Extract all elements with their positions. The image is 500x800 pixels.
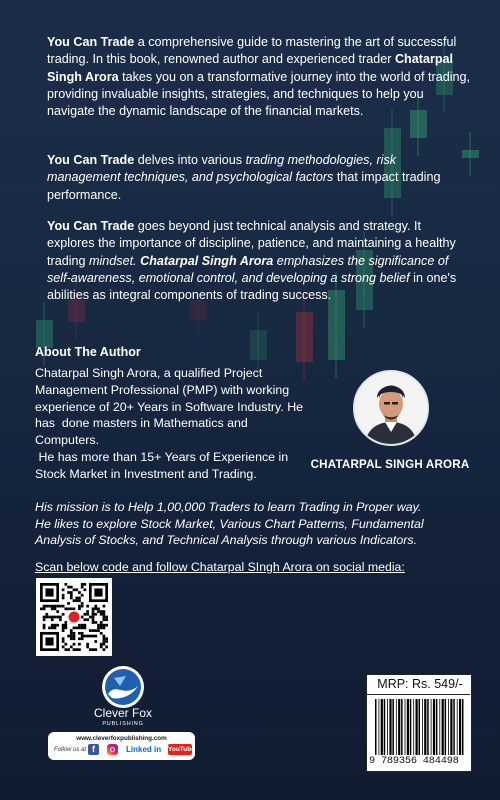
qr-module (48, 605, 51, 608)
barcode-bar (384, 699, 386, 755)
qr-module (70, 646, 73, 649)
mission-line: He likes to explore Stock Market, Various Chart Patterns, Fundamental (35, 516, 424, 531)
qr-module (73, 632, 76, 635)
qr-module (94, 640, 97, 643)
qr-module (45, 613, 48, 616)
qr-module (54, 616, 57, 619)
qr-module (105, 637, 108, 640)
qr-code[interactable] (36, 578, 112, 656)
divider (367, 694, 470, 695)
qr-module (59, 616, 62, 619)
barcode-bar (381, 699, 383, 755)
qr-module (75, 627, 78, 630)
barcode-bar (413, 699, 414, 755)
qr-module (78, 624, 81, 627)
qr-module (43, 618, 46, 621)
qr-module (84, 583, 87, 586)
qr-module (92, 616, 95, 619)
qr-module (97, 627, 100, 630)
qr-module (86, 646, 89, 649)
qr-module (81, 602, 84, 605)
scan-instruction[interactable]: Scan below code and follow Chatarpal SIngh Arora on social media: (35, 560, 405, 574)
qr-module (105, 624, 108, 627)
qr-module (78, 632, 81, 635)
isbn-number: 9 789356 484498 (369, 755, 459, 767)
qr-module (62, 613, 65, 616)
book-title: You Can Trade (47, 153, 135, 167)
qr-module (92, 618, 95, 621)
qr-module (62, 624, 65, 627)
qr-module (103, 618, 106, 621)
qr-module (70, 635, 73, 638)
qr-module (97, 607, 100, 610)
qr-module (100, 621, 103, 624)
qr-module (81, 583, 84, 586)
author-name-bold: Chatarpal Singh Arora (140, 253, 274, 268)
qr-module (56, 610, 59, 613)
barcode-bar (405, 699, 406, 755)
qr-module (97, 629, 100, 632)
publisher-url[interactable]: www.cleverfoxpublishing.com (76, 735, 167, 742)
author-name-caption: CHATARPAL SINGH ARORA (310, 458, 470, 471)
barcode-bar (433, 699, 435, 755)
qr-module (64, 621, 67, 624)
qr-module (78, 605, 81, 608)
qr-module (94, 635, 97, 638)
qr-module (43, 616, 46, 619)
qr-module (94, 621, 97, 624)
qr-module (59, 618, 62, 621)
qr-module (103, 635, 106, 638)
qr-module (100, 624, 103, 627)
qr-module (73, 599, 76, 602)
qr-module (84, 618, 87, 621)
qr-module (75, 599, 78, 602)
qr-module (103, 627, 106, 630)
bio-line: Stock Market in Investment and Trading. (35, 466, 257, 481)
qr-module (94, 605, 97, 608)
qr-module (97, 624, 100, 627)
qr-module (70, 637, 73, 640)
barcode-bar (422, 699, 423, 755)
qr-module (103, 624, 106, 627)
qr-module (70, 629, 73, 632)
youtube-icon[interactable]: YouTube (168, 746, 195, 753)
qr-module (43, 627, 46, 630)
qr-module (51, 624, 54, 627)
qr-module (81, 594, 84, 597)
qr-module (86, 610, 89, 613)
qr-module (86, 618, 89, 621)
blurb-paragraph-1: You Can Trade a comprehensive guide to mastering the art of successful trading. In this book, renowned author and experienced trader Chatarpal Singh Arora takes you on a transformative journey into the world of trading, providing invaluable insights, strategies, and techniques to help you navigate the dynamic landscape of the financial markets. (47, 35, 471, 119)
qr-module (84, 635, 87, 638)
qr-module (100, 613, 103, 616)
linkedin-icon[interactable]: Linked in (126, 745, 162, 754)
qr-module (75, 648, 78, 651)
qr-module (81, 635, 84, 638)
about-author-heading: About The Author (35, 345, 141, 359)
qr-module (84, 613, 87, 616)
qr-module (64, 643, 67, 646)
author-photo (353, 370, 429, 446)
qr-module (78, 643, 81, 646)
book-title: You Can Trade (47, 35, 135, 49)
qr-module (67, 591, 70, 594)
qr-module (105, 640, 108, 643)
qr-module (103, 613, 106, 616)
qr-module (84, 588, 87, 591)
qr-module (73, 635, 76, 638)
qr-module (56, 624, 59, 627)
qr-module (105, 616, 108, 619)
qr-module (67, 586, 70, 589)
qr-module (92, 629, 95, 632)
qr-module (78, 637, 81, 640)
qr-module (103, 616, 106, 619)
barcode-bar (375, 699, 377, 755)
qr-module (62, 629, 65, 632)
qr-module (75, 588, 78, 591)
mission-statement (35, 499, 475, 549)
author-photo-icon (355, 372, 427, 444)
qr-module (62, 594, 65, 597)
qr-module (70, 632, 73, 635)
qr-module (86, 643, 89, 646)
qr-module (51, 616, 54, 619)
barcode-bar (410, 699, 412, 755)
qr-module (51, 627, 54, 630)
barcode-bar (453, 699, 455, 755)
qr-module (84, 627, 87, 630)
qr-module (105, 646, 108, 649)
qr-module (81, 632, 84, 635)
qr-module (81, 605, 84, 608)
qr-module (70, 586, 73, 589)
qr-module (62, 646, 65, 649)
qr-module (62, 627, 65, 630)
qr-center-logo (69, 612, 80, 623)
bio-line: experience of 20+ Years in Software Industry. He (35, 399, 304, 414)
qr-module (70, 594, 73, 597)
qr-module (81, 637, 84, 640)
qr-code-icon (40, 582, 108, 652)
barcode-bar (401, 699, 403, 755)
qr-module (64, 607, 67, 610)
mrp-price: MRP: Rs. 549/- (377, 677, 463, 691)
qr-module (59, 605, 62, 608)
qr-module (70, 591, 73, 594)
mission-line: Analysis of Stocks, and Technical Analysis through various Indicators. (35, 533, 418, 548)
qr-module (56, 605, 59, 608)
qr-module (78, 648, 81, 651)
barcode-bar (431, 699, 432, 755)
qr-module (92, 613, 95, 616)
qr-module (97, 610, 100, 613)
qr-module (92, 607, 95, 610)
qr-module (70, 607, 73, 610)
qr-module (89, 629, 92, 632)
mission-line: His mission is to Help 1,00,000 Traders to learn Trading in Proper way. (35, 500, 422, 514)
qr-module (100, 643, 103, 646)
barcode-bar (462, 699, 464, 755)
qr-module (64, 624, 67, 627)
bio-line: Computers. (35, 433, 100, 448)
qr-module (62, 597, 65, 600)
qr-module (103, 648, 106, 651)
barcode-bar (445, 699, 447, 755)
qr-module (81, 586, 84, 589)
qr-module (94, 588, 102, 596)
qr-module (62, 588, 65, 591)
barcode-bar (436, 699, 438, 755)
qr-module (92, 635, 95, 638)
qr-module (103, 643, 106, 646)
qr-module (89, 616, 92, 619)
qr-module (100, 627, 103, 630)
qr-module (64, 583, 67, 586)
qr-module (67, 648, 70, 651)
blurb-paragraph-3: You Can Trade goes beyond just technical analysis and strategy. It explores the importance of discipline, patience, and maintaining a healthy trading mindset. Chatarpal Singh Arora emphasizes the significance of self-awareness, emotional control, and developing a strong belief in one's abilities as integral components of trading success. (47, 219, 457, 303)
barcode-bar (416, 699, 418, 755)
qr-module (103, 605, 106, 608)
instagram-icon[interactable] (107, 744, 118, 755)
qr-module (103, 640, 106, 643)
qr-module (62, 640, 65, 643)
barcode-bar (439, 699, 440, 755)
qr-module (54, 607, 57, 610)
barcode-bar (457, 699, 458, 755)
bio-line: He has more than 15+ Years of Experience in (35, 449, 289, 464)
qr-module (94, 629, 97, 632)
qr-module (94, 613, 97, 616)
qr-module (78, 599, 81, 602)
qr-module (54, 627, 57, 630)
qr-module (84, 624, 87, 627)
qr-module (73, 643, 76, 646)
qr-module (51, 605, 54, 608)
barcode-bar (379, 699, 380, 755)
qr-module (73, 588, 76, 591)
book-title: You Can Trade (47, 219, 135, 233)
qr-module (56, 616, 59, 619)
qr-module (81, 616, 84, 619)
barcode-bar (389, 699, 391, 755)
qr-module (43, 605, 46, 608)
qr-module (75, 597, 78, 600)
qr-module (73, 607, 76, 610)
barcode-bar (398, 699, 400, 755)
qr-module (54, 624, 57, 627)
qr-module (81, 624, 84, 627)
barcode-bar (392, 699, 394, 755)
publisher-name: Clever Fox (93, 706, 152, 720)
qr-module (43, 624, 46, 627)
barcode-bar (396, 699, 397, 755)
qr-module (51, 618, 54, 621)
qr-module (45, 605, 48, 608)
qr-module (92, 621, 95, 624)
qr-module (70, 597, 73, 600)
barcode (375, 699, 465, 755)
barcode-bar (387, 699, 388, 755)
facebook-icon[interactable]: f (88, 744, 99, 755)
barcode-bar (424, 699, 426, 755)
qr-module (78, 627, 81, 630)
qr-module (103, 637, 106, 640)
qr-module (78, 597, 81, 600)
qr-module (105, 618, 108, 621)
qr-module (67, 607, 70, 610)
qr-module (89, 648, 92, 651)
qr-module (81, 627, 84, 630)
barcode-bar (448, 699, 449, 755)
qr-module (94, 607, 97, 610)
barcode-bar (459, 699, 461, 755)
publisher-subtitle: PUBLISHING (102, 721, 144, 727)
qr-module (86, 605, 89, 608)
barcode-bar (442, 699, 444, 755)
qr-module (94, 648, 97, 651)
bio-line: Management Professional (PMP) with working (35, 382, 290, 397)
qr-module (62, 605, 65, 608)
qr-module (45, 616, 48, 619)
qr-module (64, 648, 67, 651)
publisher-social-card (48, 732, 195, 760)
price-barcode-box (366, 674, 472, 772)
qr-module (100, 646, 103, 649)
blurb-paragraph-2: You Can Trade delves into various trading methodologies, risk management techniques, and psychological factors that impact trading performance. (47, 153, 441, 202)
qr-module (40, 607, 43, 610)
qr-module (45, 588, 53, 596)
qr-module (78, 591, 81, 594)
qr-module (73, 637, 76, 640)
qr-module (43, 607, 46, 610)
qr-module (51, 607, 54, 610)
qr-module (100, 632, 103, 635)
qr-module (67, 635, 70, 638)
barcode-bar (450, 699, 452, 755)
qr-module (100, 610, 103, 613)
qr-module (103, 610, 106, 613)
bio-line: Chatarpal Singh Arora, a qualified Project (35, 366, 263, 380)
barcode-bar (419, 699, 421, 755)
qr-module (45, 637, 53, 645)
qr-module (54, 605, 57, 608)
qr-module (92, 648, 95, 651)
author-name-bold: Chatarpal Singh Arora (47, 52, 454, 84)
qr-module (73, 648, 76, 651)
qr-module (86, 613, 89, 616)
qr-module (48, 616, 51, 619)
qr-module (64, 627, 67, 630)
qr-module (78, 607, 81, 610)
follow-label: Follow us at (54, 747, 87, 753)
bio-line: has done masters in Mathematics and (35, 416, 248, 431)
qr-module (92, 610, 95, 613)
qr-module (48, 627, 51, 630)
qr-module (67, 602, 70, 605)
qr-module (73, 627, 76, 630)
qr-module (62, 637, 65, 640)
qr-module (86, 635, 89, 638)
qr-module (89, 635, 92, 638)
barcode-bar (427, 699, 429, 755)
barcode-bar (407, 699, 409, 755)
